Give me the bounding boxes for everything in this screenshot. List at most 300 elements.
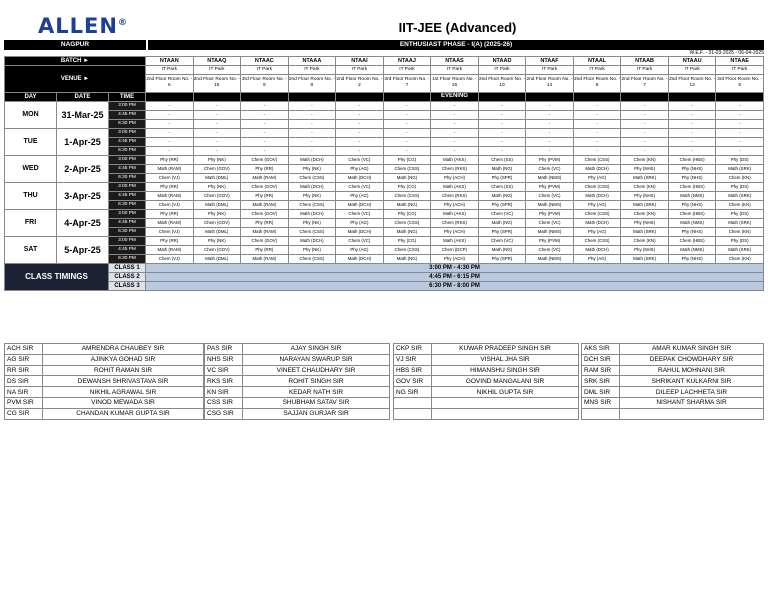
venue-place: IT Park — [526, 66, 574, 75]
schedule-row — [5, 245, 764, 254]
faculty-row — [582, 376, 764, 387]
class-cell: Chem (VJ) — [146, 200, 194, 209]
header-cell — [573, 92, 621, 101]
faculty-name: CHANDAN KUMAR GUPTA SIR — [43, 408, 204, 419]
class-cell: - — [431, 101, 479, 110]
day-date: 1-Apr-25 — [57, 128, 109, 155]
faculty-code: NHS SIR — [205, 354, 243, 365]
class-cell: - — [431, 119, 479, 128]
schedule-row — [5, 164, 764, 173]
schedule-row — [5, 254, 764, 263]
class-cell: Phy (PVM) — [526, 182, 574, 191]
faculty-row — [394, 387, 579, 398]
faculty-code: SRK SIR — [582, 376, 620, 387]
class-cell: Chem (KN) — [716, 200, 764, 209]
class-cell: Math (SRK) — [621, 254, 669, 263]
faculty-row — [5, 408, 204, 419]
class-cell: Phy (CG) — [383, 155, 431, 164]
class-cell: Math (SRK) — [716, 218, 764, 227]
class-cell: Chem (RKS) — [431, 191, 479, 200]
venue-room: 2nd Floor Room No. - 13 — [668, 74, 716, 92]
class-cell: Math (DML) — [193, 227, 241, 236]
venue-room: 3rd Floor Room No. - 9 — [241, 74, 289, 92]
batch-code: NTAAC — [241, 57, 289, 66]
faculty-row — [205, 344, 390, 355]
class-cell: Phy (AG) — [336, 218, 384, 227]
day-name: THU — [5, 182, 57, 209]
faculty-row — [205, 376, 390, 387]
class-cell: - — [431, 128, 479, 137]
faculty-code: VC SIR — [205, 365, 243, 376]
evening-label: EVENING — [431, 92, 479, 101]
header-cell — [146, 92, 194, 101]
schedule-row — [5, 101, 764, 110]
class-cell: Math (DCH) — [573, 191, 621, 200]
class-cell: - — [241, 146, 289, 155]
class-cell: Chem (KN) — [716, 173, 764, 182]
venue-place: IT Park — [241, 66, 289, 75]
class-cell: - — [573, 128, 621, 137]
class-cell: Chem (CSS) — [383, 245, 431, 254]
day-date: 2-Apr-25 — [57, 155, 109, 182]
class-cell: Phy (NK) — [288, 218, 336, 227]
class-cell: - — [241, 119, 289, 128]
faculty-name: VINOD MEWADA SIR — [43, 397, 204, 408]
class-cell: - — [478, 128, 526, 137]
time-slot: 3:00 PM — [109, 155, 146, 164]
class-cell: - — [241, 110, 289, 119]
schedule-row — [5, 200, 764, 209]
class-cell: Math (RAM) — [241, 254, 289, 263]
class-cell: Phy (DS) — [716, 209, 764, 218]
day-date: 5-Apr-25 — [57, 236, 109, 263]
class-cell: Math (NG) — [383, 227, 431, 236]
faculty-row — [5, 365, 204, 376]
class-cell: Math (AKS) — [431, 209, 479, 218]
faculty-row — [5, 397, 204, 408]
class-cell: Math (DCH) — [336, 254, 384, 263]
class-cell: - — [573, 146, 621, 155]
class-cell: Chem (KN) — [716, 227, 764, 236]
class-cell: Math (AKS) — [431, 182, 479, 191]
faculty-row — [582, 365, 764, 376]
batch-code: NTAAE — [716, 57, 764, 66]
class-cell: - — [146, 119, 194, 128]
class-cell: - — [336, 110, 384, 119]
class-cell: Math (NG) — [478, 191, 526, 200]
class-cell: - — [621, 110, 669, 119]
faculty-name: DILEEP LACHHETA SIR — [620, 387, 764, 398]
faculty-name: VISHAL JHA SIR — [432, 354, 579, 365]
venue-place: IT Park — [716, 66, 764, 75]
class-cell: - — [478, 101, 526, 110]
batch-code: NTAAL — [573, 57, 621, 66]
class-label: CLASS 3 — [109, 281, 146, 290]
faculty-row — [394, 354, 579, 365]
faculty-name: SHUBHAM SATAV SIR — [243, 397, 390, 408]
faculty-row — [5, 354, 204, 365]
faculty-code: CSS SIR — [205, 397, 243, 408]
class-cell: - — [288, 101, 336, 110]
class-cell: Math (NG) — [383, 254, 431, 263]
class-cell: Math (DML) — [193, 254, 241, 263]
batch-code: NTAAU — [668, 57, 716, 66]
class-cell: Phy (NK) — [193, 236, 241, 245]
class-cell: Phy (NHS) — [621, 191, 669, 200]
class-cell: - — [621, 119, 669, 128]
class-cell: - — [526, 137, 574, 146]
class-cell: Chem (CSS) — [573, 236, 621, 245]
faculty-code: ACH SIR — [5, 344, 43, 355]
class-cell: - — [241, 137, 289, 146]
class-cell: Math (DCH) — [573, 164, 621, 173]
faculty-table-2 — [204, 343, 390, 420]
schedule-row — [5, 137, 764, 146]
day-name: MON — [5, 101, 57, 128]
faculty-code: GOV SIR — [394, 376, 432, 387]
class-cell: Math (NG) — [478, 164, 526, 173]
class-cell: Phy (NHS) — [621, 218, 669, 227]
faculty-row — [394, 365, 579, 376]
batch-code: NTAAN — [146, 57, 194, 66]
faculty-code: AG SIR — [5, 354, 43, 365]
faculty-name: NIKHIL GUPTA SIR — [432, 387, 579, 398]
faculty-row — [582, 408, 764, 419]
faculty-code — [394, 408, 432, 419]
class-cell: Math (NMS) — [526, 254, 574, 263]
class-cell: - — [193, 110, 241, 119]
schedule-row — [5, 119, 764, 128]
faculty-code: DCH SIR — [582, 354, 620, 365]
class-cell: Math (NMS) — [526, 200, 574, 209]
class-cell: Chem (VJ) — [146, 227, 194, 236]
class-cell: - — [288, 119, 336, 128]
venue-room: 2nd Floor Room No. - 7 — [621, 74, 669, 92]
batch-code: NTAAD — [478, 57, 526, 66]
class-cell: Math (NMS) — [668, 218, 716, 227]
faculty-code: RAM SIR — [582, 365, 620, 376]
faculty-name: AJAY SINGH SIR — [243, 344, 390, 355]
class-cell: - — [526, 146, 574, 155]
class-cell: - — [383, 101, 431, 110]
faculty-code: CKP SIR — [394, 344, 432, 355]
day-name: FRI — [5, 209, 57, 236]
class-cell: Chem (KN) — [621, 155, 669, 164]
faculty-table-1 — [4, 343, 204, 420]
faculty-name: NARAYAN SWARUP SIR — [243, 354, 390, 365]
class-cell: Chem (VJ) — [146, 254, 194, 263]
class-timings-label: CLASS TIMINGS — [5, 263, 109, 290]
class-cell: Chem (KN) — [621, 182, 669, 191]
class-cell: Phy (NHS) — [621, 245, 669, 254]
faculty-row — [205, 365, 390, 376]
class-cell: - — [431, 146, 479, 155]
class-cell: Math (DCH) — [336, 173, 384, 182]
class-cell: - — [668, 101, 716, 110]
phase-bar: ENTHUSIAST PHASE - I(A) (2025-26) — [148, 40, 764, 50]
header-row — [5, 92, 764, 101]
class-cell: Math (DML) — [193, 200, 241, 209]
class-cell: Math (SRK) — [716, 191, 764, 200]
faculty-row — [582, 397, 764, 408]
class-cell: Phy (AG) — [336, 164, 384, 173]
venue-room: 2nd Floor Room No. - 2 — [336, 74, 384, 92]
faculty-row — [394, 397, 579, 408]
class-cell: Phy (RR) — [241, 245, 289, 254]
batch-code: NTAAQ — [193, 57, 241, 66]
time-slot: 4:45 PM — [109, 110, 146, 119]
class-cell: Math (DCH) — [288, 182, 336, 191]
class-cell: - — [668, 110, 716, 119]
class-cell: - — [241, 101, 289, 110]
class-cell: Chem (CSS) — [573, 182, 621, 191]
class-cell: Math (NMS) — [526, 227, 574, 236]
class-cell: Math (RAM) — [241, 173, 289, 182]
class-cell: - — [716, 119, 764, 128]
class-cell: Chem (DCP) — [431, 245, 479, 254]
time-slot: 6:30 PM — [109, 254, 146, 263]
class-cell: - — [336, 146, 384, 155]
header-cell — [526, 92, 574, 101]
class-cell: - — [146, 137, 194, 146]
time-slot: 6:30 PM — [109, 119, 146, 128]
class-cell: - — [383, 110, 431, 119]
class-cell: Chem (CSS) — [573, 209, 621, 218]
allen-logo: ALLEN® — [38, 14, 128, 38]
class-cell: Phy (NK) — [288, 245, 336, 254]
class-cell: Chem (HBS) — [668, 182, 716, 191]
faculty-name: KUWAR PRADEEP SINGH SIR — [432, 344, 579, 355]
class-cell: - — [288, 137, 336, 146]
class-cell: Phy (AG) — [573, 227, 621, 236]
day-date: 31-Mar-25 — [57, 101, 109, 128]
venue-place: IT Park — [621, 66, 669, 75]
batch-code: NTAAS — [431, 57, 479, 66]
class-cell: - — [383, 119, 431, 128]
city-bar: NAGPUR — [4, 40, 146, 50]
class-cell: Phy (DS) — [716, 236, 764, 245]
schedule-row — [5, 236, 764, 245]
class-cell: Chem (HBS) — [668, 155, 716, 164]
class-cell: Chem (SS) — [478, 182, 526, 191]
class-cell: Math (SRK) — [716, 164, 764, 173]
time-slot: 3:00 PM — [109, 209, 146, 218]
class-cell: - — [668, 137, 716, 146]
time-slot: 6:30 PM — [109, 146, 146, 155]
class-cell: Chem (CSS) — [383, 164, 431, 173]
faculty-code — [582, 408, 620, 419]
day-date: 4-Apr-25 — [57, 209, 109, 236]
faculty-name: VINEET CHAUDHARY SIR — [243, 365, 390, 376]
class-cell: - — [288, 110, 336, 119]
faculty-row — [394, 376, 579, 387]
faculty-code: AKS SIR — [582, 344, 620, 355]
faculty-code: RR SIR — [5, 365, 43, 376]
venue-place: IT Park — [478, 66, 526, 75]
class-cell: - — [383, 146, 431, 155]
faculty-row — [5, 387, 204, 398]
schedule-row — [5, 218, 764, 227]
class-cell: Chem (CSS) — [573, 155, 621, 164]
class-cell: Phy (NHS) — [621, 164, 669, 173]
time-slot: 4:45 PM — [109, 191, 146, 200]
schedule-table — [4, 56, 764, 291]
faculty-name: SAJJAN GURJAR SIR — [243, 408, 390, 419]
class-cell: Chem (SS) — [478, 155, 526, 164]
class-cell: Chem (GOV) — [241, 236, 289, 245]
class-cell: Phy (AG) — [573, 173, 621, 182]
class-cell: - — [621, 101, 669, 110]
venue-place: IT Park — [431, 66, 479, 75]
header-cell — [668, 92, 716, 101]
venue-room: 1st Floor Room No. - 16 — [431, 74, 479, 92]
time-slot: 4:45 PM — [109, 164, 146, 173]
class-cell: Math (DCH) — [288, 209, 336, 218]
class-cell: Phy (NHS) — [668, 164, 716, 173]
class-cell: - — [431, 137, 479, 146]
class-cell: Math (RAM) — [146, 191, 194, 200]
class-cell: Chem (CSS) — [383, 191, 431, 200]
class-cell: Phy (RR) — [146, 155, 194, 164]
class-cell: - — [336, 137, 384, 146]
class-cell: Math (DCH) — [336, 200, 384, 209]
class-cell: - — [478, 146, 526, 155]
class-cell: Phy (RR) — [241, 191, 289, 200]
faculty-name: ROHIT RAMAN SIR — [43, 365, 204, 376]
class-cell: - — [716, 128, 764, 137]
venue-room: 2nd Floor Room No. - 15 — [193, 74, 241, 92]
class-cell: Phy (CG) — [383, 209, 431, 218]
time-slot: 6:30 PM — [109, 173, 146, 182]
venue-place: IT Park — [383, 66, 431, 75]
class-cell: - — [146, 128, 194, 137]
faculty-row — [394, 344, 579, 355]
faculty-row — [582, 354, 764, 365]
class-cell: Math (SRK) — [621, 227, 669, 236]
class-cell: - — [288, 146, 336, 155]
class-cell: - — [478, 110, 526, 119]
class-time: 4:45 PM - 6:15 PM — [146, 272, 764, 281]
class-cell: - — [288, 128, 336, 137]
time-slot: 3:00 PM — [109, 236, 146, 245]
class-cell: - — [431, 110, 479, 119]
class-cell: Phy (PVM) — [526, 155, 574, 164]
class-cell: Phy (DS) — [716, 155, 764, 164]
class-cell: - — [573, 137, 621, 146]
faculty-name: ROHIT SINGH SIR — [243, 376, 390, 387]
batch-code: NTAAI — [336, 57, 384, 66]
faculty-name: NIKHIL AGRAWAL SIR — [43, 387, 204, 398]
class-cell: - — [336, 119, 384, 128]
schedule-row — [5, 146, 764, 155]
venue-place: IT Park — [573, 66, 621, 75]
time-slot: 3:00 PM — [109, 101, 146, 110]
class-cell: - — [716, 101, 764, 110]
class-cell: Chem (VC) — [336, 236, 384, 245]
class-cell: Math (SRK) — [621, 200, 669, 209]
class-cell: Chem (GOV) — [241, 182, 289, 191]
faculty-name: HIMANSHU SINGH SIR — [432, 365, 579, 376]
class-cell: - — [193, 119, 241, 128]
class-cell: Phy (ACH) — [431, 200, 479, 209]
class-cell: Math (NG) — [478, 245, 526, 254]
schedule-row — [5, 209, 764, 218]
class-cell: Chem (VC) — [336, 155, 384, 164]
faculty-row — [582, 387, 764, 398]
class-cell: Phy (NK) — [288, 164, 336, 173]
schedule-row — [5, 191, 764, 200]
schedule-row — [5, 182, 764, 191]
schedule-row — [5, 128, 764, 137]
class-cell: - — [526, 119, 574, 128]
class-cell: Phy (NK) — [193, 209, 241, 218]
class-cell: Phy (NHS) — [668, 227, 716, 236]
class-cell: Phy (NK) — [193, 182, 241, 191]
class-cell: Math (RAM) — [146, 164, 194, 173]
faculty-row — [582, 344, 764, 355]
faculty-table-4 — [581, 343, 764, 420]
class-cell: Chem (KN) — [621, 209, 669, 218]
class-cell: Math (AKS) — [431, 155, 479, 164]
class-label: CLASS 2 — [109, 272, 146, 281]
venue-room: 3rd Floor Room No. - 6 — [716, 74, 764, 92]
class-cell: - — [526, 101, 574, 110]
time-slot: 3:00 PM — [109, 182, 146, 191]
venue-place: IT Park — [193, 66, 241, 75]
class-cell: Chem (KN) — [621, 236, 669, 245]
class-timing-row — [5, 272, 764, 281]
class-cell: Math (DCH) — [573, 245, 621, 254]
class-cell: Math (SRK) — [621, 173, 669, 182]
faculty-code: CG SIR — [5, 408, 43, 419]
header-cell — [336, 92, 384, 101]
class-cell: - — [478, 119, 526, 128]
class-cell: Math (DML) — [193, 173, 241, 182]
header-cell — [478, 92, 526, 101]
header-cell — [716, 92, 764, 101]
class-cell: Chem (VC) — [336, 209, 384, 218]
class-cell: Phy (SPR) — [478, 200, 526, 209]
faculty-name: KEDAR NATH SIR — [243, 387, 390, 398]
venue-room: 2nd Floor Room No. - 8 — [288, 74, 336, 92]
header-cell — [383, 92, 431, 101]
venue-room: 2nd Floor Room No. - 14 — [526, 74, 574, 92]
class-cell: Phy (ACH) — [431, 227, 479, 236]
venue-room: 3rd Floor Room No. - 7 — [383, 74, 431, 92]
class-cell: - — [336, 128, 384, 137]
faculty-row — [5, 376, 204, 387]
day-header: DAY — [5, 92, 57, 101]
class-cell: Chem (VC) — [526, 245, 574, 254]
faculty-name: GOVIND MANGALANI SIR — [432, 376, 579, 387]
batch-label: BATCH ► — [5, 57, 146, 66]
faculty-code: CSG SIR — [205, 408, 243, 419]
class-cell: Phy (RR) — [146, 182, 194, 191]
class-cell: Phy (CG) — [383, 236, 431, 245]
class-cell: Phy (SPR) — [478, 254, 526, 263]
batch-code: NTAAA — [288, 57, 336, 66]
class-cell: - — [526, 110, 574, 119]
class-cell: - — [383, 137, 431, 146]
faculty-name: AMAR KUMAR SINGH SIR — [620, 344, 764, 355]
class-cell: Math (DCH) — [573, 218, 621, 227]
faculty-row — [205, 387, 390, 398]
class-cell: Math (DCH) — [288, 155, 336, 164]
header-cell — [193, 92, 241, 101]
day-name: WED — [5, 155, 57, 182]
class-cell: - — [716, 110, 764, 119]
faculty-name: AMRENDRA CHAUBEY SIR — [43, 344, 204, 355]
